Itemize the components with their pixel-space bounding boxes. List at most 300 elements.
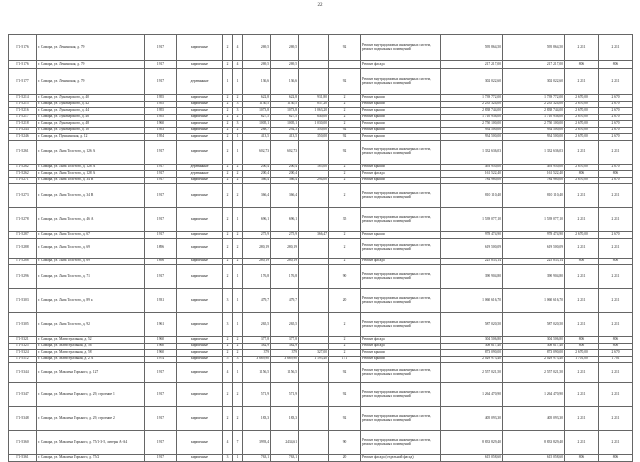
cell-n: 171	[329, 356, 361, 363]
cell-a3	[299, 407, 329, 431]
cell-a2: 136,6	[271, 69, 299, 95]
cell-work: Ремонт крыши	[361, 121, 441, 128]
cell-a2: 269,5	[271, 35, 299, 61]
cell-id: Г1-5296	[9, 265, 37, 289]
cell-sum2: 784 980,00	[503, 177, 565, 184]
cell-p2: 2 211	[599, 35, 633, 61]
page-number: 22	[317, 3, 323, 8]
cell-mat: кирпичные	[177, 127, 223, 134]
cell-work: Ремонт крыши	[361, 101, 441, 108]
cell-a3	[299, 61, 329, 69]
cell-sum: 1 739 772,00	[441, 95, 503, 102]
cell-n: 2	[329, 95, 361, 102]
cell-p1: 2 211	[565, 265, 599, 289]
cell-sum: 615 058,60	[441, 455, 503, 462]
cell-fl: 2	[223, 171, 233, 178]
cell-id: Г1-5305	[9, 313, 37, 337]
cell-id: Г1-5348	[9, 407, 37, 431]
cell-sum: 1 264 470,90	[441, 383, 503, 407]
cell-a2: 1156,5	[271, 363, 299, 383]
cell-a1: 1156,5	[243, 363, 271, 383]
cell-sum: 2 838 744,00	[441, 108, 503, 115]
cell-a2: 413,5	[271, 134, 299, 141]
cell-fl: 2	[223, 61, 233, 69]
cell-addr: г. Самара, ул. Магистральная, д. 56	[37, 343, 145, 350]
cell-fl: 2	[223, 258, 233, 265]
cell-p1: 2 670,00	[565, 121, 599, 128]
cell-a2: 763,1	[271, 455, 299, 462]
cell-n: 2	[329, 350, 361, 357]
cell-work: Ремонт внутридомовых инженерных систем, ремонт подвальных помещений	[361, 289, 441, 313]
cell-a2: 379	[271, 350, 299, 357]
cell-mat: деревянные	[177, 164, 223, 171]
cell-sum: 302 022,60	[441, 69, 503, 95]
cell-id: Г1-5325	[9, 343, 37, 350]
cell-id: Г1-5177	[9, 69, 37, 95]
cell-fl: 3	[223, 289, 233, 313]
cell-p2: 2 211	[599, 383, 633, 407]
cell-p1: 2 211	[565, 383, 599, 407]
cell-sum2: 302 022,60	[503, 69, 565, 95]
cell-year: 1917	[145, 265, 177, 289]
table-row	[9, 431, 633, 455]
cell-ent: 2	[233, 337, 243, 344]
cell-addr: г. Самара, ул. Льва Толстого, д. 128 А	[37, 171, 145, 178]
cell-work: Ремонт внутридомовых инженерных систем, ремонт подвальных помещений	[361, 363, 441, 383]
cell-addr: г. Самара, ул. Льва Толстого, д. 69	[37, 258, 145, 265]
cell-n: 2	[329, 238, 361, 258]
cell-sum: 934 500,00	[441, 134, 503, 141]
cell-id: Г1-5287	[9, 232, 37, 239]
cell-sum: 978 474,90	[441, 232, 503, 239]
cell-ent: 1	[233, 289, 243, 313]
cell-a3: 837,20	[299, 101, 329, 108]
cell-p2: 2 211	[599, 69, 633, 95]
cell-id: Г1-5347	[9, 383, 37, 407]
cell-sum2: 934 500,00	[503, 127, 565, 134]
cell-a1: 627,5	[243, 114, 271, 121]
cell-a2: 183,3	[271, 407, 299, 431]
cell-p1: 806	[565, 455, 599, 462]
cell-sum: 595 864,50	[441, 35, 503, 61]
cell-a2: 571,9	[271, 383, 299, 407]
table-row	[9, 35, 633, 61]
cell-mat: кирпичные	[177, 208, 223, 232]
cell-sum: 493 950,00	[441, 164, 503, 171]
cell-addr: г. Самара, ул. Максима Горького, д. 75/1-3-5, литеры А-А4	[37, 431, 145, 455]
cell-a1: 696,1	[243, 208, 271, 232]
cell-p1: 2 211	[565, 238, 599, 258]
cell-addr: г. Самара, ул. Луначарского, д. 10	[37, 127, 145, 134]
cell-fl: 2	[223, 238, 233, 258]
cell-addr: г. Самара, ул. Луначарского, д. 42	[37, 101, 145, 108]
cell-sum2: 810 110,40	[503, 184, 565, 208]
cell-n: 2	[329, 343, 361, 350]
cell-year: 1917	[145, 35, 177, 61]
cell-ent: 2	[233, 171, 243, 178]
cell-mat: кирпичные	[177, 121, 223, 128]
cell-work: Ремонт внутридомовых инженерных систем, ремонт подвальных помещений	[361, 431, 441, 455]
cell-id: Г1-5288	[9, 258, 37, 265]
cell-mat: кирпичные	[177, 61, 223, 69]
cell-addr: г. Самара, ул. Максима Горького, д. 127	[37, 363, 145, 383]
cell-n: 2	[329, 114, 361, 121]
table-row	[9, 313, 633, 337]
cell-work: Ремонт крыши	[361, 95, 441, 102]
cell-addr: г. Самара, ул. Магистральная, д. 2 А	[37, 356, 145, 363]
cell-a1: 280,19	[243, 258, 271, 265]
cell-a3	[299, 455, 329, 462]
cell-n: 2	[329, 258, 361, 265]
cell-ent: 2	[233, 177, 243, 184]
cell-mat: кирпичные	[177, 455, 223, 462]
cell-mat: кирпичные	[177, 114, 223, 121]
cell-a1: 622,8	[243, 95, 271, 102]
cell-id: Г1-5273	[9, 184, 37, 208]
cell-sum: 873 090,00	[441, 350, 503, 357]
cell-work: Ремонт внутридомовых инженерных систем, ремонт подвальных помещений	[361, 313, 441, 337]
repair-program-table	[8, 34, 633, 462]
cell-fl: 4	[223, 363, 233, 383]
cell-fl: 3	[223, 455, 233, 462]
cell-addr: г. Самара, ул. Магистральная, д. 52	[37, 337, 145, 344]
cell-year: 1917	[145, 407, 177, 431]
cell-a1: 269,5	[243, 61, 271, 69]
cell-p2: 2 211	[599, 431, 633, 455]
cell-mat: кирпичные	[177, 431, 223, 455]
cell-p1: 1 701,00	[565, 356, 599, 363]
cell-n: 2	[329, 184, 361, 208]
cell-p2: 806	[599, 171, 633, 178]
cell-work: Ремонт внутридомовых инженерных систем, ремонт подвальных помещений	[361, 383, 441, 407]
cell-p1: 2 211	[565, 208, 599, 232]
cell-sum: 161 522,40	[441, 171, 503, 178]
cell-work: Ремонт внутридомовых инженерных систем, ремонт подвальных помещений	[361, 69, 441, 95]
cell-a1: 763,1	[243, 455, 271, 462]
cell-fl: 2	[223, 383, 233, 407]
cell-ent: 3	[233, 356, 243, 363]
cell-ent: 4	[233, 35, 243, 61]
cell-sum2: 615 058,60	[503, 455, 565, 462]
cell-p1: 2 670,00	[565, 114, 599, 121]
cell-fl: 1	[223, 69, 233, 95]
cell-sum2: 405 093,30	[503, 407, 565, 431]
cell-ent: 2	[233, 95, 243, 102]
cell-p2: 2 211	[599, 313, 633, 337]
cell-a2: 3 669,90	[271, 356, 299, 363]
cell-addr: г. Самара, ул. Ленинская, д. 79	[37, 69, 145, 95]
cell-work: Ремонт внутридомовых инженерных систем, ремонт подвальных помещений	[361, 208, 441, 232]
cell-sum: 2 235 324,00	[441, 101, 503, 108]
cell-a1: 183,3	[243, 407, 271, 431]
cell-work: Ремонт крыши	[361, 164, 441, 171]
cell-a2: 2434,61	[271, 431, 299, 455]
cell-a2: 200,4	[271, 171, 299, 178]
cell-year: 1960	[145, 121, 177, 128]
cell-n: 92	[329, 407, 361, 431]
cell-n: 2	[329, 313, 361, 337]
cell-addr: г. Самара, ул. Максима Горького, д. 75/2	[37, 455, 145, 462]
cell-p2: 2 670	[599, 164, 633, 171]
cell-p1: 2 211	[565, 289, 599, 313]
cell-sum: 217 217,00	[441, 61, 503, 69]
cell-n: 90	[329, 265, 361, 289]
cell-id: Г1-5360	[9, 431, 37, 455]
cell-a2: 1130,5	[271, 101, 299, 108]
cell-p2: 2 211	[599, 289, 633, 313]
cell-work: Ремонт внутридомовых инженерных систем, ремонт подвальных помещений	[361, 140, 441, 164]
cell-fl: 2	[223, 337, 233, 344]
cell-addr: г. Самара, ул. Луначарского, д. 44	[37, 108, 145, 115]
cell-p2: 2 670	[599, 114, 633, 121]
cell-a2: 1073,8	[271, 108, 299, 115]
cell-p2: 2 670	[599, 95, 633, 102]
cell-ent: 2	[233, 383, 243, 407]
cell-mat: кирпичные	[177, 337, 223, 344]
cell-a3	[299, 184, 329, 208]
cell-p1: 806	[565, 61, 599, 69]
cell-mat: кирпичные	[177, 407, 223, 431]
cell-fl: 2	[223, 121, 233, 128]
cell-sum2: 493 950,00	[503, 164, 565, 171]
cell-sum2: 225 833,14	[503, 258, 565, 265]
cell-ent: 3	[233, 101, 243, 108]
cell-sum2: 873 090,00	[503, 350, 565, 357]
cell-addr: г. Самара, ул. Льва Толстого, д. 92	[37, 313, 145, 337]
cell-a3: 327,00	[299, 350, 329, 357]
cell-p2: 2 211	[599, 265, 633, 289]
cell-p1: 2 670,00	[565, 101, 599, 108]
cell-work: Ремонт крыши	[361, 232, 441, 239]
cell-mat: кирпичные	[177, 363, 223, 383]
cell-fl: 2	[223, 265, 233, 289]
table-row	[9, 265, 633, 289]
cell-year: 1960	[145, 350, 177, 357]
cell-mat: кирпичные	[177, 140, 223, 164]
cell-id: Г1-5176	[9, 35, 37, 61]
cell-a1: 602,73	[243, 140, 271, 164]
cell-id: Г1-5246	[9, 134, 37, 141]
cell-p1: 2 211	[565, 184, 599, 208]
cell-p1: 2 211	[565, 313, 599, 337]
cell-sum: 587 020,50	[441, 313, 503, 337]
cell-a1: 366,4	[243, 177, 271, 184]
cell-ent: 1	[233, 455, 243, 462]
cell-addr: г. Самара, ул. Льва Толстого, д. 34 В	[37, 184, 145, 208]
cell-addr: г. Самара, ул. Луначарского, д. 40	[37, 95, 145, 102]
cell-sum: 405 093,30	[441, 407, 503, 431]
table-row	[9, 363, 633, 383]
cell-sum2: 2 838 744,00	[503, 108, 565, 115]
cell-addr: г. Самара, ул. Максима Горького, д. 29, строение 2	[37, 407, 145, 431]
cell-addr: г. Самара, ул. Пушкинская, д. 12	[37, 134, 145, 141]
cell-mat: кирпичные	[177, 134, 223, 141]
cell-sum: 1 332 636,03	[441, 140, 503, 164]
cell-mat: кирпичные	[177, 232, 223, 239]
cell-work: Ремонт фасада	[361, 171, 441, 178]
cell-work: Ремонт фасада	[361, 61, 441, 69]
cell-a1: 3 669,90	[243, 356, 271, 363]
cell-year: 1896	[145, 258, 177, 265]
cell-work: Ремонт внутридомовых инженерных систем, ремонт подвальных помещений	[361, 265, 441, 289]
cell-ent: 1	[233, 363, 243, 383]
cell-ent: 1	[233, 69, 243, 95]
cell-a1: 413,5	[243, 134, 271, 141]
cell-addr: г. Самара, ул. Льва Толстого, д. 67	[37, 232, 145, 239]
cell-sum: 390 904,80	[441, 265, 503, 289]
cell-id: Г1-5361	[9, 455, 37, 462]
cell-a3	[299, 313, 329, 337]
cell-n: 2	[329, 177, 361, 184]
cell-year: 1917	[145, 232, 177, 239]
cell-ent: 7	[233, 431, 243, 455]
cell-a2: 275,9	[271, 232, 299, 239]
cell-work: Ремонт внутридомовых инженерных систем, ремонт подвальных помещений	[361, 35, 441, 61]
cell-a2: 265,5	[271, 313, 299, 337]
cell-mat: деревянные	[177, 171, 223, 178]
cell-year: 1917	[145, 69, 177, 95]
cell-a2: 479,7	[271, 289, 299, 313]
cell-n: 35	[329, 208, 361, 232]
cell-id: Г1-5215	[9, 101, 37, 108]
cell-year: 1917	[145, 431, 177, 455]
cell-mat: кирпичные	[177, 258, 223, 265]
cell-p1: 2 211	[565, 363, 599, 383]
cell-p1: 806	[565, 343, 599, 350]
cell-sum: 1 539 077,10	[441, 208, 503, 232]
cell-p2: 2 211	[599, 208, 633, 232]
cell-a3: 185,00	[299, 164, 329, 171]
cell-ent: 3	[233, 108, 243, 115]
cell-year: 1955	[145, 108, 177, 115]
cell-year: 1917	[145, 184, 177, 208]
cell-ent: 2	[233, 127, 243, 134]
cell-ent: 2	[233, 258, 243, 265]
cell-mat: кирпичные	[177, 289, 223, 313]
cell-sum2: 390 904,80	[503, 265, 565, 289]
cell-ent: 2	[233, 114, 243, 121]
cell-sum: 2 029 973,40	[441, 356, 503, 363]
cell-id: Г1-5262	[9, 164, 37, 171]
cell-a1: 176,8	[243, 265, 271, 289]
table-row	[9, 455, 633, 462]
cell-addr: г. Самара, ул. Луначарского, д. 46	[37, 114, 145, 121]
cell-p2: 806	[599, 61, 633, 69]
cell-p1: 2 211	[565, 35, 599, 61]
cell-p1: 2 670,00	[565, 232, 599, 239]
cell-p1: 2 670,00	[565, 108, 599, 115]
cell-a3: 294,00	[299, 177, 329, 184]
cell-n: 2	[329, 101, 361, 108]
cell-p2: 2 670	[599, 350, 633, 357]
cell-work: Ремонт крыши	[361, 356, 441, 363]
cell-n: 92	[329, 127, 361, 134]
cell-fl: 2	[223, 177, 233, 184]
cell-a2: 176,8	[271, 265, 299, 289]
cell-a2: 280,19	[271, 258, 299, 265]
cell-addr: г. Самара, ул. Ленинская, д. 79	[37, 61, 145, 69]
cell-a3	[299, 69, 329, 95]
cell-a1: 366,4	[243, 184, 271, 208]
cell-n: 20	[329, 289, 361, 313]
cell-n: 2	[329, 164, 361, 171]
cell-a3	[299, 238, 329, 258]
table-row	[9, 289, 633, 313]
cell-mat: кирпичные	[177, 265, 223, 289]
cell-sum2: 2 029 973,40	[503, 356, 565, 363]
cell-n: 2	[329, 121, 361, 128]
cell-id: Г1-5271	[9, 177, 37, 184]
cell-year: 1931	[145, 289, 177, 313]
cell-p1: 2 670,00	[565, 350, 599, 357]
cell-sum2: 619 500,09	[503, 238, 565, 258]
cell-p2: 2 670	[599, 127, 633, 134]
cell-p2: 2 211	[599, 407, 633, 431]
cell-id: Г1-5261	[9, 140, 37, 164]
cell-fl: 5	[223, 356, 233, 363]
cell-a3	[299, 35, 329, 61]
cell-sum2: 587 020,50	[503, 313, 565, 337]
cell-a1: 3993,4	[243, 431, 271, 455]
cell-fl: 3	[223, 313, 233, 337]
cell-sum2: 978 474,90	[503, 232, 565, 239]
cell-sum2: 934 500,00	[503, 134, 565, 141]
cell-addr: г. Самара, ул. Льва Толстого, д. 126 А	[37, 140, 145, 164]
cell-ent: 1	[233, 208, 243, 232]
cell-work: Ремонт крыши	[361, 108, 441, 115]
cell-p2: 806	[599, 337, 633, 344]
cell-a2: 292,3	[271, 127, 299, 134]
cell-n: 92	[329, 69, 361, 95]
cell-p2: 2 211	[599, 363, 633, 383]
cell-fl: 2	[223, 208, 233, 232]
cell-a1: 200,4	[243, 171, 271, 178]
table-row	[9, 140, 633, 164]
cell-n: 92	[329, 134, 361, 141]
cell-ent: 2	[233, 164, 243, 171]
cell-a2: 382,9	[271, 343, 299, 350]
cell-year: 1917	[145, 455, 177, 462]
cell-fl: 2	[223, 232, 233, 239]
cell-a3: 640,00	[299, 114, 329, 121]
cell-work: Ремонт фасада	[361, 258, 441, 265]
cell-p2: 806	[599, 455, 633, 462]
table-row	[9, 238, 633, 258]
cell-fl: 2	[223, 164, 233, 171]
cell-fl: 2	[223, 101, 233, 108]
cell-a2: 269,5	[271, 61, 299, 69]
cell-ent: 2	[233, 238, 243, 258]
cell-work: Ремонт внутридомовых инженерных систем, ремонт подвальных помещений	[361, 184, 441, 208]
cell-id: Г1-5321	[9, 337, 37, 344]
cell-n: 2	[329, 337, 361, 344]
cell-mat: кирпичные	[177, 343, 223, 350]
cell-a3	[299, 208, 329, 232]
cell-year: 1960	[145, 343, 177, 350]
cell-a3: 350,00	[299, 127, 329, 134]
cell-n: 92	[329, 35, 361, 61]
cell-p2: 2 211	[599, 140, 633, 164]
cell-sum2: 217 217,00	[503, 61, 565, 69]
cell-sum2: 2 750 100,00	[503, 121, 565, 128]
cell-sum: 784 980,00	[441, 177, 503, 184]
cell-a1: 280,19	[243, 238, 271, 258]
cell-n: 92	[329, 363, 361, 383]
cell-a3: 1 193,40	[299, 356, 329, 363]
cell-fl: 4	[223, 431, 233, 455]
cell-p1: 2 211	[565, 140, 599, 164]
cell-sum: 1 710 936,00	[441, 114, 503, 121]
